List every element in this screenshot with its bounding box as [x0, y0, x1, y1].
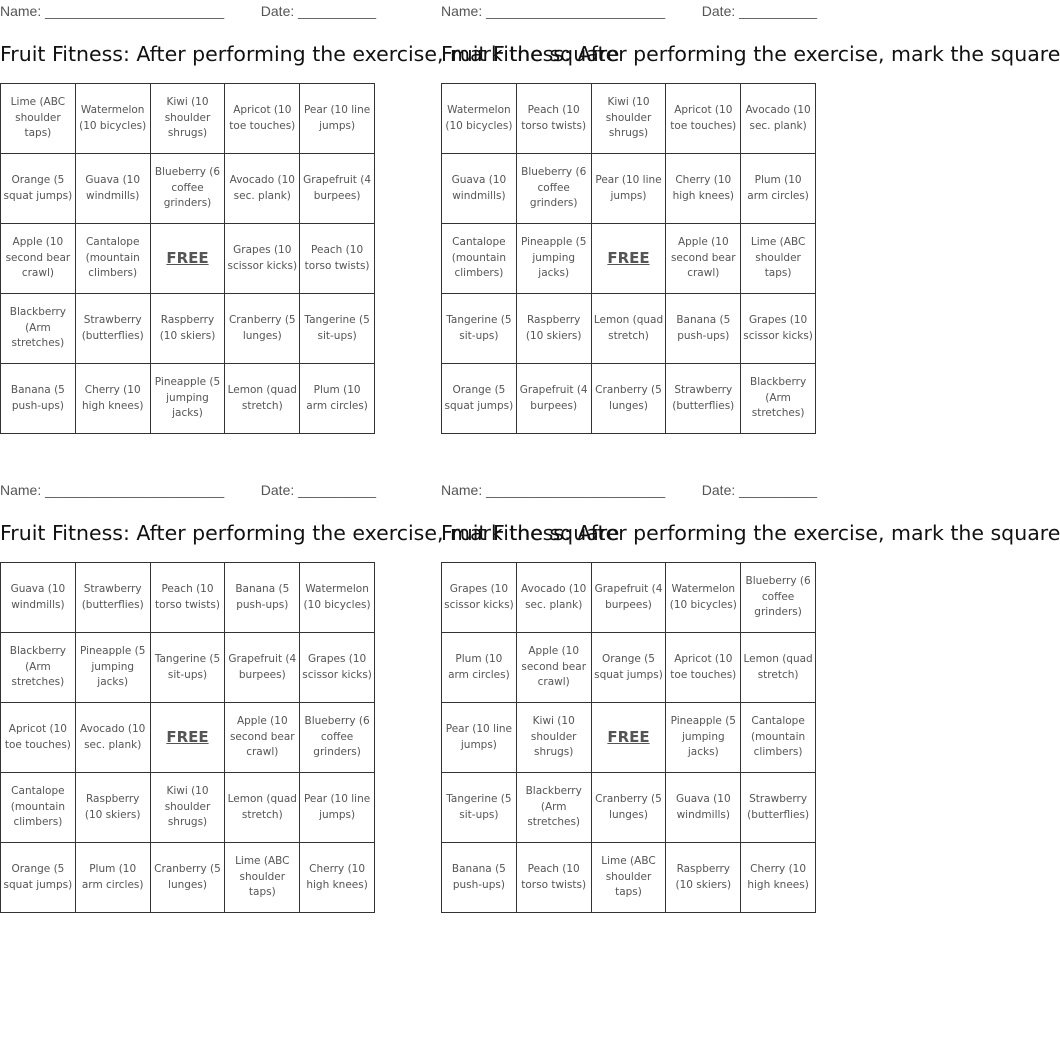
bingo-square[interactable]: Guava (10 windmills): [442, 154, 517, 224]
bingo-square[interactable]: Lime (ABC shoulder taps): [591, 843, 666, 913]
bingo-square[interactable]: Apple (10 second bear crawl): [1, 224, 76, 294]
bingo-square[interactable]: Blueberry (6 coffee grinders): [741, 563, 816, 633]
bingo-square[interactable]: Blackberry (Arm stretches): [741, 364, 816, 434]
bingo-square[interactable]: Cherry (10 high knees): [300, 843, 375, 913]
bingo-square[interactable]: Tangerine (5 sit-ups): [442, 294, 517, 364]
bingo-square[interactable]: Strawberry (butterflies): [75, 294, 150, 364]
grid-row: [442, 633, 816, 703]
bingo-grid: [0, 562, 375, 913]
bingo-square[interactable]: Grapes (10 scissor kicks): [741, 294, 816, 364]
bingo-square[interactable]: Cranberry (5 lunges): [225, 294, 300, 364]
name-field[interactable]: Name: _______________________: [441, 482, 666, 498]
free-square[interactable]: FREE: [150, 703, 225, 773]
bingo-square[interactable]: Cherry (10 high knees): [666, 154, 741, 224]
grid-row: [442, 773, 816, 843]
bingo-square[interactable]: Tangerine (5 sit-ups): [300, 294, 375, 364]
card-title: Fruit Fitness: After performing the exercise, mark the square: [0, 521, 620, 545]
name-field[interactable]: Name: _______________________: [0, 482, 225, 498]
grid-row: [442, 843, 816, 913]
bingo-square[interactable]: Raspberry (10 skiers): [75, 773, 150, 843]
bingo-square[interactable]: Blackberry (Arm stretches): [516, 773, 591, 843]
bingo-square[interactable]: Strawberry (butterflies): [75, 563, 150, 633]
bingo-square[interactable]: Banana (5 push-ups): [1, 364, 76, 434]
bingo-square[interactable]: Grapes (10 scissor kicks): [300, 633, 375, 703]
bingo-square[interactable]: Grapes (10 scissor kicks): [442, 563, 517, 633]
bingo-square[interactable]: Lime (ABC shoulder taps): [741, 224, 816, 294]
date-field[interactable]: Date: __________: [701, 482, 817, 498]
grid-row: [442, 703, 816, 773]
bingo-square[interactable]: Kiwi (10 shoulder shrugs): [150, 773, 225, 843]
bingo-square[interactable]: Plum (10 arm circles): [300, 364, 375, 434]
name-date-row: [0, 482, 376, 500]
bingo-square[interactable]: Apple (10 second bear crawl): [225, 703, 300, 773]
bingo-square[interactable]: Lime (ABC shoulder taps): [225, 843, 300, 913]
grid-row: [1, 294, 375, 364]
bingo-square[interactable]: Grapes (10 scissor kicks): [225, 224, 300, 294]
card-title: Fruit Fitness: After performing the exercise, mark the square: [441, 42, 1060, 66]
bingo-square[interactable]: Guava (10 windmills): [75, 154, 150, 224]
bingo-square[interactable]: Avocado (10 sec. plank): [516, 563, 591, 633]
bingo-square[interactable]: Raspberry (10 skiers): [516, 294, 591, 364]
bingo-square[interactable]: Guava (10 windmills): [1, 563, 76, 633]
grid-row: [442, 84, 816, 154]
bingo-square[interactable]: Banana (5 push-ups): [666, 294, 741, 364]
bingo-square[interactable]: Avocado (10 sec. plank): [75, 703, 150, 773]
bingo-square[interactable]: Pear (10 line jumps): [300, 84, 375, 154]
bingo-square[interactable]: Peach (10 torso twists): [516, 843, 591, 913]
bingo-square[interactable]: Peach (10 torso twists): [150, 563, 225, 633]
bingo-square[interactable]: Lemon (quad stretch): [591, 294, 666, 364]
bingo-square[interactable]: Apricot (10 toe touches): [1, 703, 76, 773]
bingo-square[interactable]: Blueberry (6 coffee grinders): [516, 154, 591, 224]
bingo-square[interactable]: Cherry (10 high knees): [75, 364, 150, 434]
bingo-square[interactable]: Banana (5 push-ups): [225, 563, 300, 633]
bingo-square[interactable]: Avocado (10 sec. plank): [741, 84, 816, 154]
grid-row: [1, 154, 375, 224]
bingo-square[interactable]: Cantalope (mountain climbers): [741, 703, 816, 773]
grid-row: [442, 563, 816, 633]
grid-row: [442, 224, 816, 294]
bingo-square[interactable]: Apricot (10 toe touches): [666, 84, 741, 154]
bingo-square[interactable]: Strawberry (butterflies): [741, 773, 816, 843]
date-field[interactable]: Date: __________: [260, 3, 376, 19]
grid-row: [1, 563, 375, 633]
bingo-square[interactable]: Apricot (10 toe touches): [666, 633, 741, 703]
date-field[interactable]: Date: __________: [260, 482, 376, 498]
bingo-square[interactable]: Pineapple (5 jumping jacks): [75, 633, 150, 703]
bingo-square[interactable]: Blackberry (Arm stretches): [1, 633, 76, 703]
bingo-square[interactable]: Tangerine (5 sit-ups): [150, 633, 225, 703]
grid-row: [1, 84, 375, 154]
grid-row: [442, 154, 816, 224]
bingo-square[interactable]: Raspberry (10 skiers): [666, 843, 741, 913]
free-square[interactable]: FREE: [591, 224, 666, 294]
date-field[interactable]: Date: __________: [701, 3, 817, 19]
bingo-grid: [441, 83, 816, 434]
bingo-square[interactable]: Blueberry (6 coffee grinders): [300, 703, 375, 773]
bingo-square[interactable]: Cantalope (mountain climbers): [442, 224, 517, 294]
name-date-row: [0, 3, 376, 21]
name-field[interactable]: Name: _______________________: [0, 3, 225, 19]
bingo-square[interactable]: Cherry (10 high knees): [741, 843, 816, 913]
bingo-square[interactable]: Apple (10 second bear crawl): [666, 224, 741, 294]
bingo-square[interactable]: Cranberry (5 lunges): [591, 364, 666, 434]
bingo-square[interactable]: Plum (10 arm circles): [741, 154, 816, 224]
bingo-square[interactable]: Watermelon (10 bicycles): [300, 563, 375, 633]
bingo-square[interactable]: Cranberry (5 lunges): [591, 773, 666, 843]
free-square[interactable]: FREE: [150, 224, 225, 294]
bingo-square[interactable]: Peach (10 torso twists): [516, 84, 591, 154]
bingo-square[interactable]: Kiwi (10 shoulder shrugs): [516, 703, 591, 773]
name-date-row: [441, 3, 817, 21]
bingo-square[interactable]: Plum (10 arm circles): [442, 633, 517, 703]
bingo-square[interactable]: Banana (5 push-ups): [442, 843, 517, 913]
bingo-square[interactable]: Pineapple (5 jumping jacks): [516, 224, 591, 294]
bingo-square[interactable]: Grapefruit (4 burpees): [225, 633, 300, 703]
bingo-square[interactable]: Avocado (10 sec. plank): [225, 154, 300, 224]
bingo-square[interactable]: Kiwi (10 shoulder shrugs): [591, 84, 666, 154]
bingo-square[interactable]: Lemon (quad stretch): [225, 364, 300, 434]
bingo-square[interactable]: Orange (5 squat jumps): [442, 364, 517, 434]
bingo-square[interactable]: Pear (10 line jumps): [442, 703, 517, 773]
bingo-square[interactable]: Pear (10 line jumps): [300, 773, 375, 843]
free-square[interactable]: FREE: [591, 703, 666, 773]
bingo-square[interactable]: Blackberry (Arm stretches): [1, 294, 76, 364]
grid-row: [1, 843, 375, 913]
card-title: Fruit Fitness: After performing the exercise, mark the square: [0, 42, 620, 66]
bingo-square[interactable]: Orange (5 squat jumps): [1, 843, 76, 913]
bingo-square[interactable]: Lemon (quad stretch): [741, 633, 816, 703]
bingo-square[interactable]: Cantalope (mountain climbers): [75, 224, 150, 294]
bingo-square[interactable]: Orange (5 squat jumps): [591, 633, 666, 703]
bingo-square[interactable]: Blueberry (6 coffee grinders): [150, 154, 225, 224]
grid-row: [1, 224, 375, 294]
bingo-square[interactable]: Tangerine (5 sit-ups): [442, 773, 517, 843]
bingo-square[interactable]: Guava (10 windmills): [666, 773, 741, 843]
bingo-square[interactable]: Pear (10 line jumps): [591, 154, 666, 224]
bingo-square[interactable]: Strawberry (butterflies): [666, 364, 741, 434]
bingo-square[interactable]: Lime (ABC shoulder taps): [1, 84, 76, 154]
bingo-square[interactable]: Pineapple (5 jumping jacks): [666, 703, 741, 773]
bingo-square[interactable]: Peach (10 torso twists): [300, 224, 375, 294]
bingo-square[interactable]: Pineapple (5 jumping jacks): [150, 364, 225, 434]
grid-row: [442, 294, 816, 364]
grid-row: [442, 364, 816, 434]
bingo-square[interactable]: Watermelon (10 bicycles): [442, 84, 517, 154]
bingo-square[interactable]: Apricot (10 toe touches): [225, 84, 300, 154]
bingo-square[interactable]: Watermelon (10 bicycles): [666, 563, 741, 633]
bingo-square[interactable]: Grapefruit (4 burpees): [516, 364, 591, 434]
bingo-grid: [0, 83, 375, 434]
bingo-square[interactable]: Orange (5 squat jumps): [1, 154, 76, 224]
bingo-square[interactable]: Lemon (quad stretch): [225, 773, 300, 843]
name-date-row: [441, 482, 817, 500]
bingo-grid: [441, 562, 816, 913]
grid-row: [1, 364, 375, 434]
bingo-square[interactable]: Raspberry (10 skiers): [150, 294, 225, 364]
bingo-square[interactable]: Watermelon (10 bicycles): [75, 84, 150, 154]
bingo-square[interactable]: Kiwi (10 shoulder shrugs): [150, 84, 225, 154]
bingo-square[interactable]: Apple (10 second bear crawl): [516, 633, 591, 703]
bingo-square[interactable]: Grapefruit (4 burpees): [591, 563, 666, 633]
grid-row: [1, 773, 375, 843]
bingo-square[interactable]: Grapefruit (4 burpees): [300, 154, 375, 224]
card-title: Fruit Fitness: After performing the exercise, mark the square: [441, 521, 1060, 545]
bingo-square[interactable]: Cranberry (5 lunges): [150, 843, 225, 913]
grid-row: [1, 703, 375, 773]
bingo-square[interactable]: Plum (10 arm circles): [75, 843, 150, 913]
bingo-square[interactable]: Cantalope (mountain climbers): [1, 773, 76, 843]
grid-row: [1, 633, 375, 703]
name-field[interactable]: Name: _______________________: [441, 3, 666, 19]
